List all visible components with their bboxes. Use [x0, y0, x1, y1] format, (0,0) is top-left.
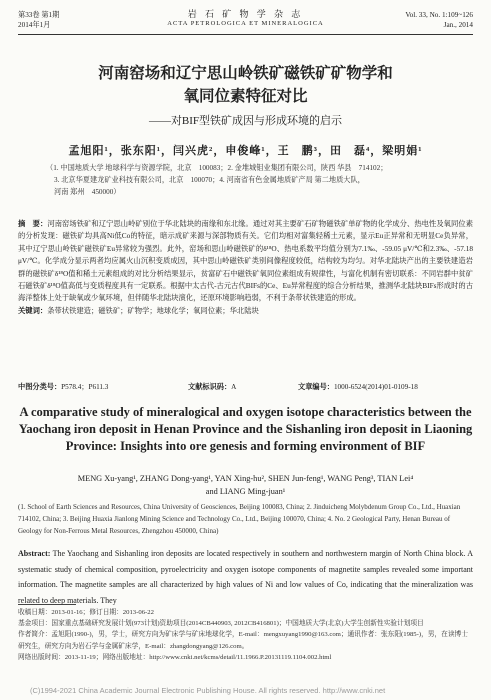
date-en: Jan., 2014	[443, 21, 473, 29]
subtitle-cn: ——对BIF型铁矿成因与形成环境的启示	[148, 115, 343, 127]
footnotes	[18, 607, 473, 663]
abstract-en	[18, 546, 473, 608]
title-cn	[0, 62, 491, 108]
footnote-received: 收稿日期：2013-01-16；修订日期：2013-06-22	[18, 609, 154, 616]
abstract-en-label: Abstract:	[18, 549, 51, 558]
abstract-cn-text: 河南窑场铁矿和辽宁思山岭矿别位于华北陆块的南缘和东北缘。通过对其主要矿石矿物磁铁矿单矿物的化学成分、热电性及氧同位素的分析发现：磁铁矿均具高Ni低Co的特征，暗示成矿来源与深部物质有关。它们均相对富集轻稀土元素，显示Eu正异常和无明显Ce负异常，其中辽宁思山岭铁矿磁铁矿Eu异常较为强烈。此外，窑场和思山岭磁铁矿的δ¹⁸O、热电系数平均值分别为7.1‰、-59.05 μV/℃和2.3‰、-57.18 μV/℃。化学成分显示两者均应属火山沉积变质成因，其中思山岭磁铁矿类别间像程度较低，结构较为均匀。对华北陆块产出的主要铁建造岩群的磁铁矿δ¹⁸O值和稀土元素组成的对比分析结果显示，贫富矿石中磁铁矿氧同位素组成有规律性，与富化机制有密切联系：不同岩群中贫矿石磁铁矿δ¹⁸O值高低与变质程度具有一定联系。根据中太古代-古元古代BIFs的Ce、Eu异常程度的综合分析结果，推测华北陆块BIFs形成时的古海洋整体上处于缺氧或少氧环境，但伴随华北陆块演化，还原环境影响趋弱，不利于条带状铁建造的形成。	[18, 219, 473, 303]
keywords-cn-label: 关键词：	[18, 305, 48, 315]
footnote-fund: 基金项目：国家重点基础研究发展计划(973计划)资助项目(2014CB440903, 2012CB416801)；中国地质大学(北京)大学生创新性实验计划项目	[18, 620, 424, 628]
date-cn: 2014年1月	[18, 21, 51, 29]
authors-cn: 孟旭阳¹，张东阳¹，闫兴虎²，申俊峰¹，王 鹏³，田 磊⁴，梁明娟¹	[68, 145, 423, 157]
affiliation-cn-line: 3. 北京华夏建龙矿业科技有限公司，北京 100070；4. 河南省有色金属地质矿产局 第二地质大队，	[54, 176, 365, 184]
abstract-en-text: The Yaochang and Sishanling iron deposits are located respectively in southern and northwestern margin of North China block. A systematic study of chemical composition, pyroelectricity and oxygen isotope components of magnetite samples revealed some important information. The magnetite samples are all characterized by high values of Ni and low values of Co, indicating that the mineralization was related to deep materials. They	[18, 549, 474, 605]
copyright-watermark: (C)1994-2021 China Academic Journal Electronic Publishing House. All rights reserved. http://www.cnki.net	[30, 686, 386, 695]
affiliation-cn-line: 河南 郑州 450000）	[54, 188, 121, 196]
volume-cn: 第33卷 第1期	[18, 11, 60, 19]
keywords-cn-text: 条带状铁建造；磁铁矿；矿物学；地球化学；氧同位素；华北陆块	[47, 305, 259, 315]
footnote-author-info: 作者简介：孟旭阳(1990-)，男，学士，研究方向为矿床学与矿床地球化学，E-mail：mengxuyang1990@163.com；通讯作者：张东阳(1985-)，男，在读博士研究生，研究方向为岩石学与金属矿床学，E-mail：zhangdongyang@126.com。	[18, 631, 468, 650]
journal-name-en: ACTA PETROLOGICA ET MINERALOGICA	[167, 20, 324, 27]
clc-value: P578.4；P611.3	[61, 383, 109, 391]
article-id-field	[298, 382, 418, 392]
doc-code-value: A	[231, 383, 237, 391]
header-right	[405, 10, 473, 30]
authors-en-line: MENG Xu-yang¹, ZHANG Dong-yang¹, YAN Xing-hu², SHEN Jun-feng¹, WANG Peng³, TIAN Lei⁴	[77, 474, 414, 483]
footnote-rule	[18, 604, 76, 605]
volume-en: Vol. 33, No. 1:109~126	[405, 11, 473, 19]
page-header	[18, 8, 473, 35]
footnote-network: 网络出版时间：2013-11-19；网络出版地址：http://www.cnki.net/kcms/detail/11.1966.P.20131119.1104.002.html	[18, 653, 332, 661]
title-en: A comparative study of mineralogical and oxygen isotope characteristics between the Yaochang iron deposit in Henan Province and the Sishanling iron deposit in Liaoning Province: Insights into ore genesis and forming environment of BIF	[18, 405, 473, 453]
article-id-value: 1000-6524(2014)01-0109-18	[333, 383, 418, 391]
title-cn-line1: 河南窑场和辽宁思山岭铁矿磁铁矿矿物学和	[98, 64, 393, 82]
title-cn-line2: 氧同位素特征对比	[183, 87, 308, 105]
clc-label: 中图分类号：	[18, 383, 62, 391]
affiliations-en: (1. School of Earth Sciences and Resources, China University of Geosciences, Beijing 100083, China; 2. Jinduicheng Molybdenum Group Co., Ltd., Huaxian 714102, China; 3. Beijing Huaxia Jianlong Mining Science and Technology Co., Ltd., Beijing 100070, China; 4. No. 2 Geological Party, Henan Bureau of Geology for Non-Ferrous Metal Resources, Zhengzhou 450000, China)	[18, 503, 461, 535]
affiliation-cn-line: （1. 中国地质大学 地球科学与资源学院，北京 100083；2. 金堆城钼业集团有限公司，陕西 华县 714102；	[46, 164, 388, 172]
clc-field	[18, 382, 108, 392]
journal-name-cn: 岩 石 矿 物 学 杂 志	[187, 9, 304, 19]
keywords-cn	[18, 305, 473, 317]
article-id-label: 文章编号：	[298, 383, 334, 391]
authors-en	[0, 472, 491, 498]
affiliations-cn	[46, 162, 447, 198]
doc-code-field	[188, 382, 236, 392]
abstract-cn-label: 摘 要：	[18, 219, 48, 228]
doc-code-label: 文献标识码：	[188, 383, 232, 391]
abstract-cn	[18, 218, 473, 317]
authors-en-line: and LIANG Ming-juan¹	[205, 487, 286, 496]
